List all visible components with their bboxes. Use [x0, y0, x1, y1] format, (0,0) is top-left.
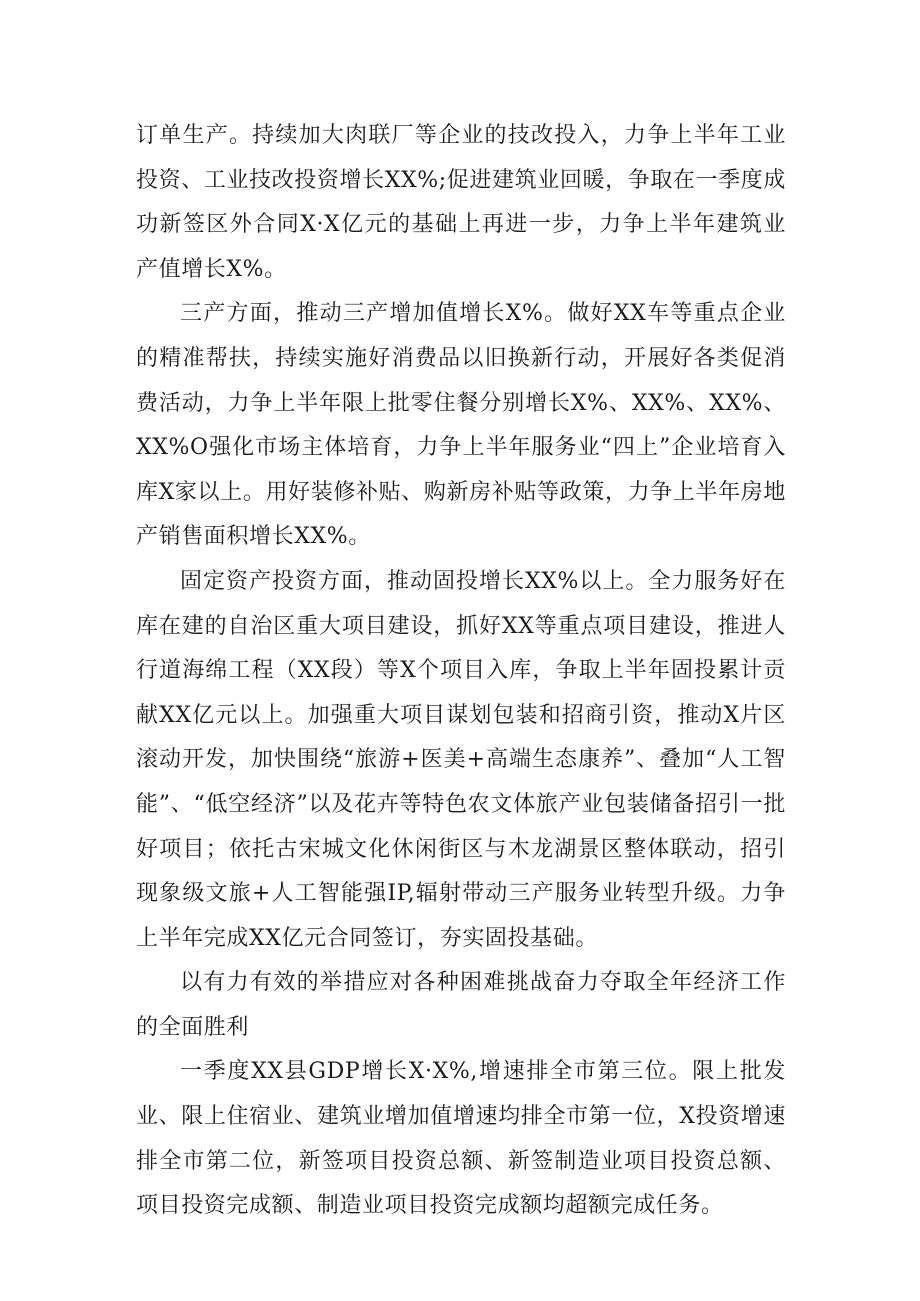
paragraph-industry-continued: 订单生产。持续加大肉联厂等企业的技改投入，力争上半年工业投资、工业技改投资增长XX%;促进建筑业回暖，争取在一季度成功新签区外合同X·X亿元的基础上再进一步，力争上半年建筑业产值增长X%。	[136, 123, 786, 282]
paragraph-tertiary-industry: 三产方面，推动三产增加值增长X%。做好XX车等重点企业的精准帮扶，持续实施好消费品以旧换新行动，开展好各类促消费活动，力争上半年限上批零住餐分别增长X%、XX%、XX%、XX%O强化市场主体培育，力争上半年服务业“四上”企业培育入库X家以上。用好装修补贴、购新房补贴等政策，力争上半年房地产销售面积增长XX%。	[136, 301, 786, 550]
paragraph-fixed-asset-investment: 固定资产投资方面，推动固投增长XX%以上。全力服务好在库在建的自治区重大项目建设，抓好XX等重点项目建设，推进人行道海绵工程（XX段）等X个项目入库，争取上半年固投累计贡献XX亿元以上。加强重大项目谋划包装和招商引资，推动X片区滚动开发，加快围绕“旅游+医美+高端生态康养”、叠加“人工智能”、“低空经济”以及花卉等特色农文体旅产业包装储备招引一批好项目；依托古宋城文化休闲街区与木龙湖景区整体联动，招引现象级文旅+人工智能强IP,辐射带动三产服务业转型升级。力争上半年完成XX亿元合同签订，夯实固投基础。	[136, 568, 786, 951]
document-body	[136, 114, 786, 1229]
paragraph-first-quarter-summary: 一季度XX县GDP增长X·X%,增速排全市第三位。限上批发业、限上住宿业、建筑业增加值增速均排全市第一位，X投资增速排全市第二位，新签项目投资总额、新签制造业项目投资总额、项目投资完成额、制造业项目投资完成额均超额完成任务。	[136, 1059, 786, 1219]
paragraph-section-heading: 以有力有效的举措应对各种困难挑战奋力夺取全年经济工作的全面胜利	[136, 970, 786, 1040]
